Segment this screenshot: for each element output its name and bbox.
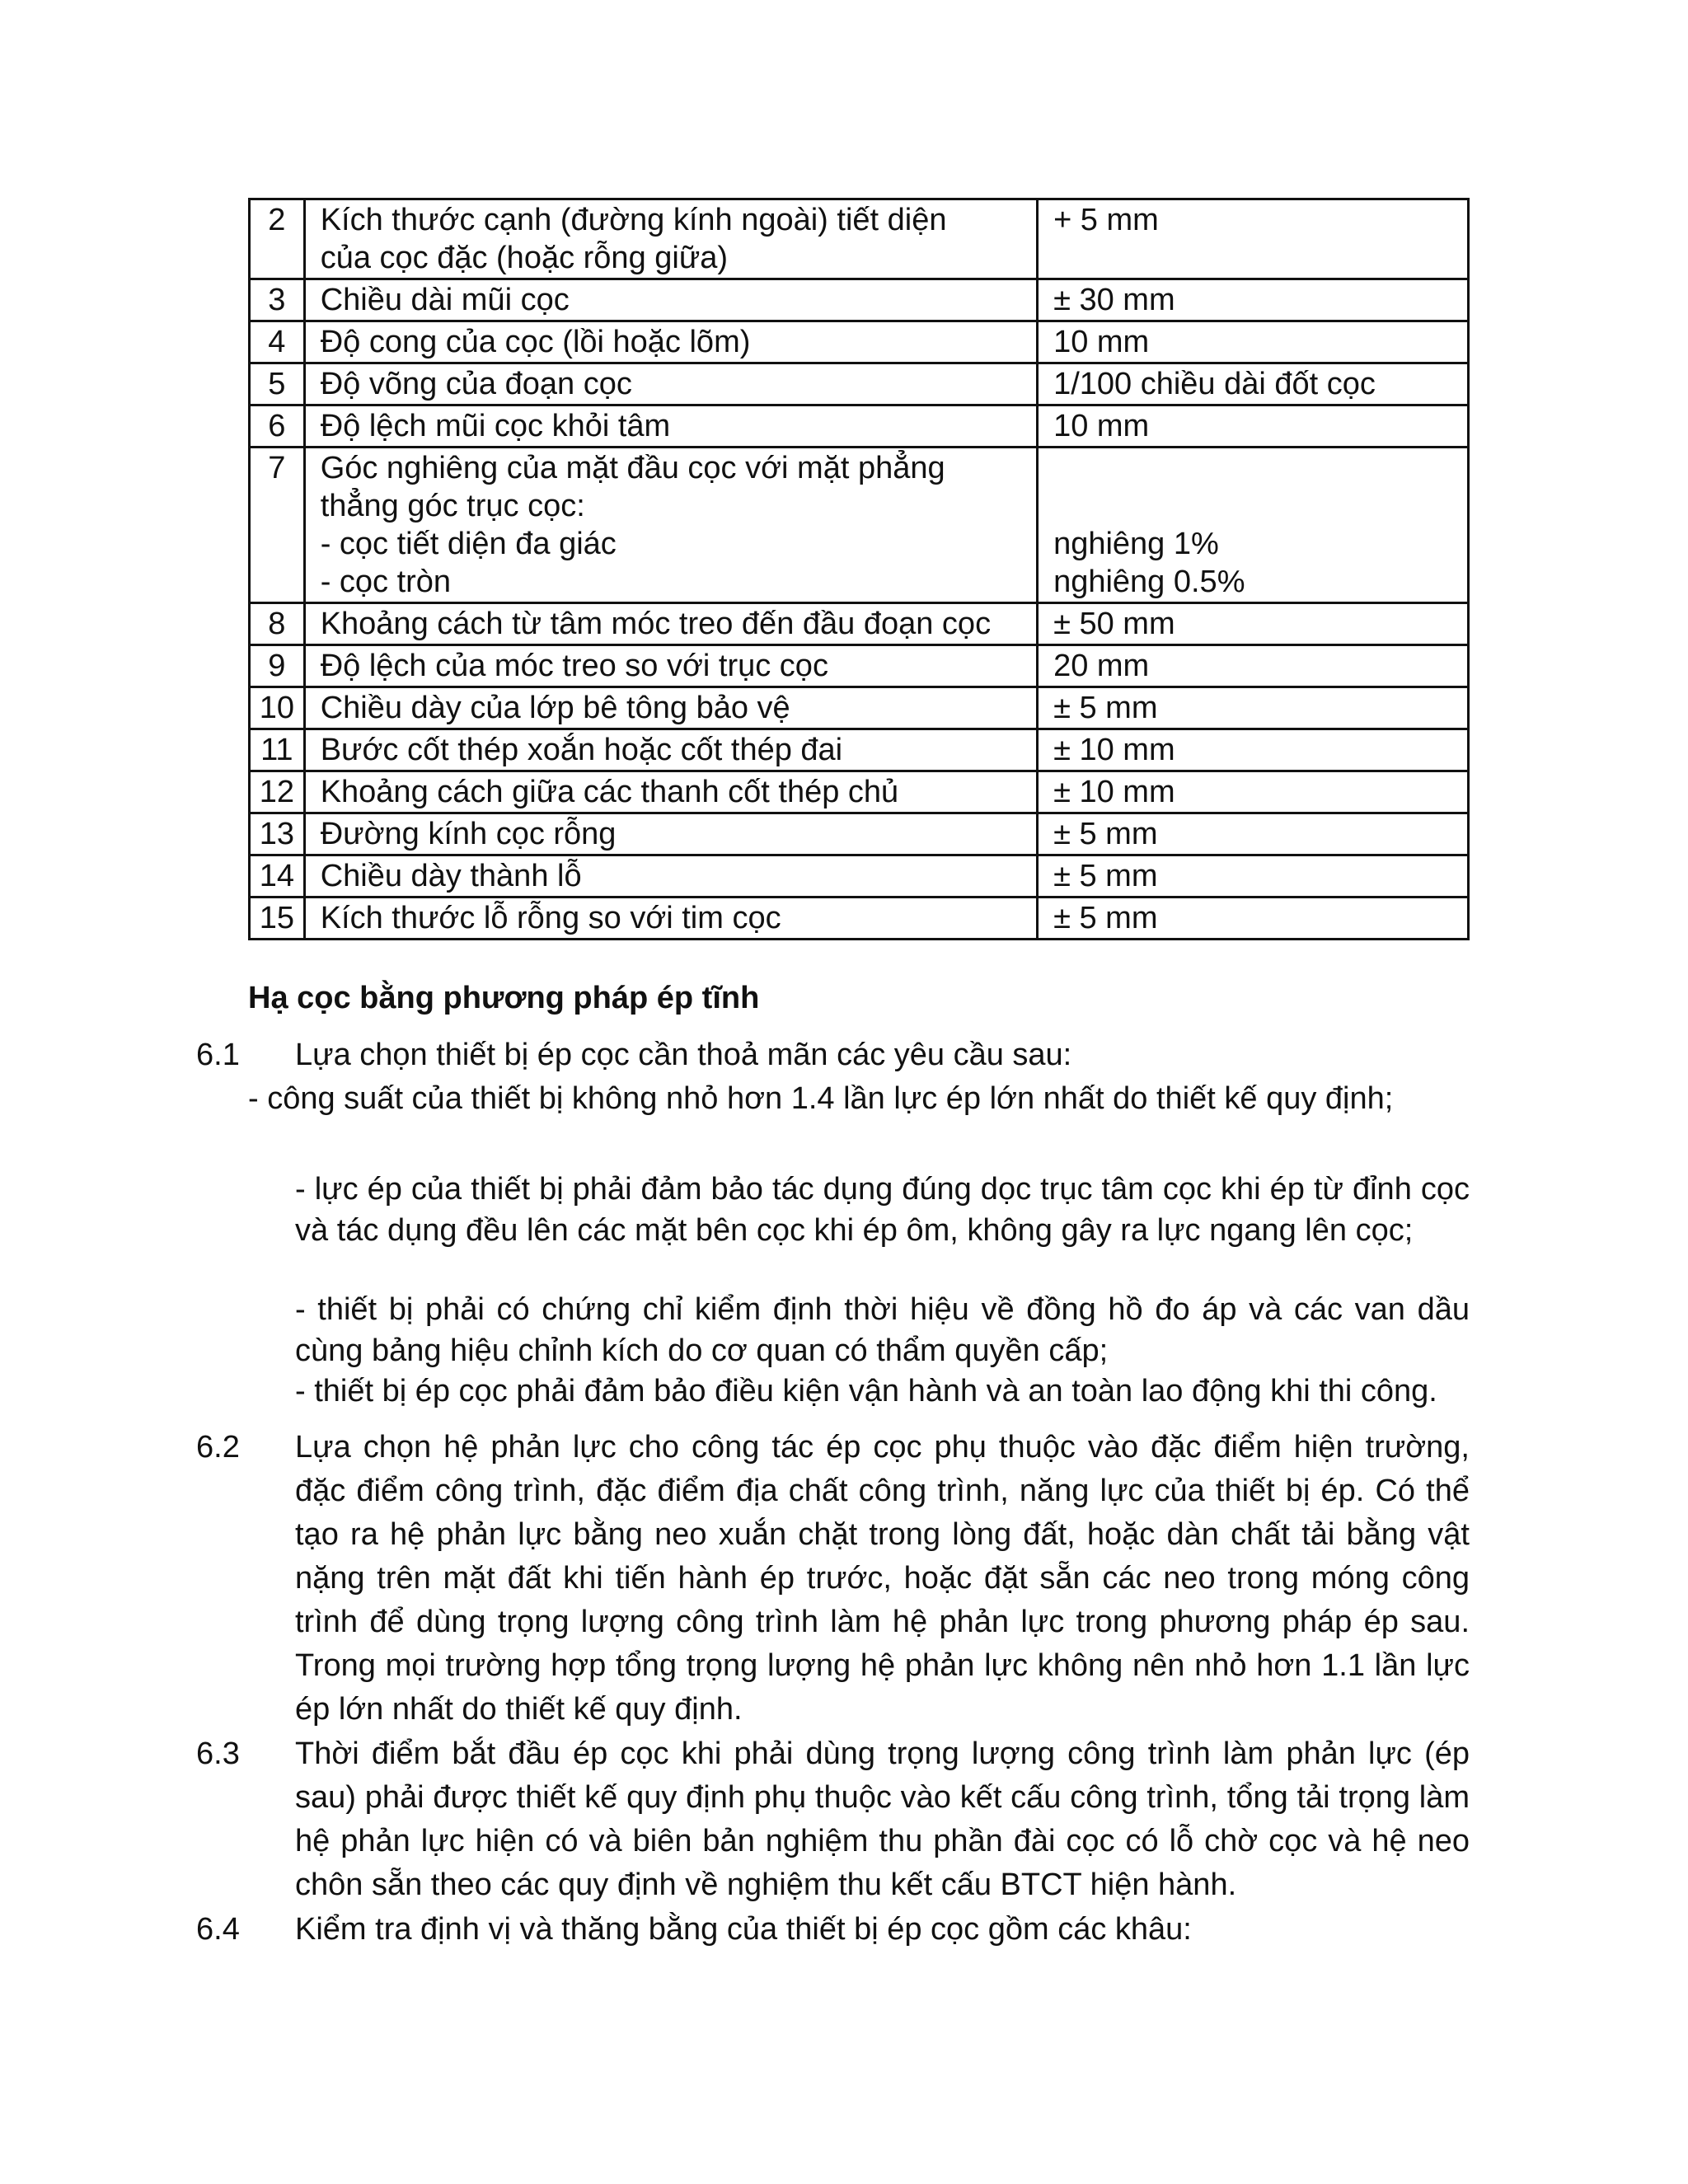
row-number: 6 <box>250 405 305 448</box>
row-tolerance <box>1038 645 1469 687</box>
tolerance-value: 20 mm <box>1053 649 1150 683</box>
table-row <box>250 813 1469 855</box>
clause-number: 6.4 <box>196 1912 240 1947</box>
row-number: 4 <box>250 321 305 363</box>
clause-text: Lựa chọn thiết bị ép cọc cần thoả mãn các yêu cầu sau: <box>295 1038 1072 1072</box>
row-description <box>304 279 1037 321</box>
row-tolerance <box>1038 321 1469 363</box>
list-item: - công suất của thiết bị không nhỏ hơn 1.4 lần lực ép lớn nhất do thiết kế quy định; <box>248 1081 1394 1116</box>
description-line: - cọc tròn <box>320 565 452 599</box>
table-row <box>250 279 1469 321</box>
row-tolerance <box>1038 363 1469 405</box>
tolerance-value: nghiêng 1% <box>1053 527 1219 561</box>
list-item: - thiết bị ép cọc phải đảm bảo điều kiện vận hành và an toàn lao động khi thi công. <box>295 1374 1437 1408</box>
table-row <box>250 729 1469 771</box>
list-item: - thiết bị phải có chứng chỉ kiểm định thời hiệu về đồng hồ đo áp và các van dầu cùng bảng hiệu chỉnh kích do cơ quan có thẩm quyền cấp; <box>295 1292 1470 1368</box>
description-line: Độ cong của cọc (lồi hoặc lõm) <box>320 325 751 359</box>
tolerance-value: ± 5 mm <box>1053 859 1158 893</box>
row-tolerance <box>1038 687 1469 729</box>
row-number: 14 <box>250 855 305 898</box>
row-tolerance <box>1038 771 1469 813</box>
row-tolerance <box>1038 898 1469 940</box>
row-number: 5 <box>250 363 305 405</box>
row-number: 2 <box>250 199 305 279</box>
tolerance-table-body <box>250 199 1469 940</box>
description-line: Kích thước cạnh (đường kính ngoài) tiết diện <box>320 203 947 237</box>
row-description <box>304 405 1037 448</box>
tolerance-value <box>1053 449 1452 487</box>
description-line: Chiều dày của lớp bê tông bảo vệ <box>320 691 790 725</box>
row-description <box>304 771 1037 813</box>
description-line: Khoảng cách giữa các thanh cốt thép chủ <box>320 775 899 809</box>
description-line: - cọc tiết diện đa giác <box>320 527 617 561</box>
description-line: Chiều dày thành lỗ <box>320 859 582 893</box>
row-description <box>304 898 1037 940</box>
tolerance-value: + 5 mm <box>1053 203 1159 237</box>
tolerance-value: 10 mm <box>1053 409 1150 443</box>
row-description <box>304 363 1037 405</box>
row-number: 11 <box>250 729 305 771</box>
row-tolerance <box>1038 603 1469 645</box>
row-number: 10 <box>250 687 305 729</box>
table-row <box>250 687 1469 729</box>
clause-text: Kiểm tra định vị và thăng bằng của thiết bị ép cọc gồm các khâu: <box>295 1912 1192 1947</box>
row-description <box>304 603 1037 645</box>
row-number: 13 <box>250 813 305 855</box>
table-row <box>250 321 1469 363</box>
table-row <box>250 448 1469 603</box>
table-row <box>250 405 1469 448</box>
description-line: Độ lệch của móc treo so với trục cọc <box>320 649 828 683</box>
description-line: Bước cốt thép xoắn hoặc cốt thép đai <box>320 733 843 767</box>
row-tolerance <box>1038 199 1469 279</box>
clause-number: 6.1 <box>196 1038 240 1072</box>
tolerance-value: 10 mm <box>1053 325 1150 359</box>
description-line: Độ lệch mũi cọc khỏi tâm <box>320 409 671 443</box>
clause-text: Thời điểm bắt đầu ép cọc khi phải dùng trọng lượng công trình làm phản lực (ép sau) phải được thiết kế quy định phụ thuộc vào kết cấu công trình, tổng tải trọng làm hệ phản lực hiện có và biên bản nghiệm thu phần đài cọc có lỗ chờ cọc và hệ neo chôn sẵn theo các quy định về nghiệm thu kết cấu BTCT hiện hành. <box>295 1736 1470 1902</box>
row-number: 3 <box>250 279 305 321</box>
row-number: 8 <box>250 603 305 645</box>
description-line: thẳng góc trục cọc: <box>320 489 585 523</box>
clause-text: Lựa chọn hệ phản lực cho công tác ép cọc phụ thuộc vào đặc điểm hiện trường, đặc điểm công trình, đặc điểm địa chất công trình, năng lực của thiết bị ép. Có thể tạo ra hệ phản lực bằng neo xuắn chặt trong lòng đất, hoặc dàn chất tải bằng vật nặng trên mặt đất khi tiến hành ép trước, hoặc đặt sẵn các neo trong móng công trình để dùng trọng lượng công trình làm hệ phản lực trong phương pháp ép sau. Trong mọi trường hợp tổng trọng lượng hệ phản lực không nên nhỏ hơn 1.1 lần lực ép lớn nhất do thiết kế quy định. <box>295 1430 1470 1727</box>
tolerance-value: ± 5 mm <box>1053 691 1158 725</box>
section-heading: Hạ cọc bằng phương pháp ép tĩnh <box>248 981 760 1015</box>
list-item: - lực ép của thiết bị phải đảm bảo tác dụng đúng dọc trục tâm cọc khi ép từ đỉnh cọc và tác dụng đều lên các mặt bên cọc khi ép ôm, không gây ra lực ngang lên cọc; <box>295 1172 1470 1248</box>
row-description <box>304 855 1037 898</box>
description-line: Chiều dài mũi cọc <box>320 283 570 317</box>
row-tolerance <box>1038 813 1469 855</box>
tolerance-value: ± 10 mm <box>1053 733 1175 767</box>
clause-number: 6.2 <box>196 1430 240 1465</box>
tolerance-table <box>248 198 1470 940</box>
tolerance-value <box>1053 487 1452 525</box>
tolerance-value: ± 5 mm <box>1053 901 1158 935</box>
tolerance-value: nghiêng 0.5% <box>1053 565 1245 599</box>
tolerance-value: 1/100 chiều dài đốt cọc <box>1053 367 1376 401</box>
table-row <box>250 855 1469 898</box>
table-row <box>250 603 1469 645</box>
tolerance-value: ± 10 mm <box>1053 775 1175 809</box>
table-row <box>250 771 1469 813</box>
row-tolerance <box>1038 448 1469 603</box>
row-description <box>304 199 1037 279</box>
tolerance-value: ± 5 mm <box>1053 817 1158 851</box>
description-line: Góc nghiêng của mặt đầu cọc với mặt phẳng <box>320 451 945 485</box>
row-tolerance <box>1038 729 1469 771</box>
row-description <box>304 813 1037 855</box>
row-description <box>304 321 1037 363</box>
table-row <box>250 898 1469 940</box>
tolerance-value: ± 30 mm <box>1053 283 1175 317</box>
row-number: 9 <box>250 645 305 687</box>
row-number: 12 <box>250 771 305 813</box>
table-row <box>250 363 1469 405</box>
row-tolerance <box>1038 279 1469 321</box>
description-line: Độ võng của đoạn cọc <box>320 367 632 401</box>
row-number: 7 <box>250 448 305 603</box>
clause-number: 6.3 <box>196 1736 240 1771</box>
row-description <box>304 729 1037 771</box>
table-row <box>250 199 1469 279</box>
description-line: Khoảng cách từ tâm móc treo đến đầu đoạn cọc <box>320 607 992 641</box>
row-description <box>304 687 1037 729</box>
table-row <box>250 645 1469 687</box>
row-number: 15 <box>250 898 305 940</box>
row-description <box>304 448 1037 603</box>
row-tolerance <box>1038 405 1469 448</box>
description-line: Kích thước lỗ rỗng so với tim cọc <box>320 901 781 935</box>
tolerance-value: ± 50 mm <box>1053 607 1175 641</box>
description-line: Đường kính cọc rỗng <box>320 817 617 851</box>
row-tolerance <box>1038 855 1469 898</box>
description-line: của cọc đặc (hoặc rỗng giữa) <box>320 241 729 275</box>
row-description <box>304 645 1037 687</box>
